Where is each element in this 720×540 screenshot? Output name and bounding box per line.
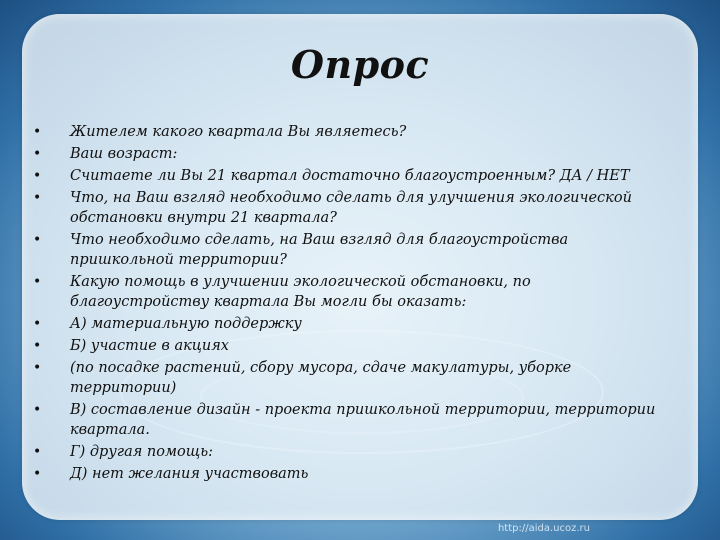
bullet-icon: • (33, 466, 42, 482)
list-item-text: Жителем какого квартала Вы являетесь? (70, 124, 407, 140)
list-item-text: (по посадке растений, сбору мусора, сдаче макулатуры, уборке территории) (70, 360, 572, 396)
list-item (30, 230, 660, 270)
bullet-icon: • (33, 274, 42, 290)
bullet-icon: • (33, 168, 42, 184)
bullet-icon: • (33, 232, 42, 248)
list-item (30, 272, 660, 312)
list-item (30, 336, 660, 356)
list-item-text: Какую помощь в улучшении экологической обстановки, по благоустройству квартала Вы могли бы оказать: (70, 274, 531, 310)
list-item (30, 358, 660, 398)
list-item-text: Д) нет желания участвовать (70, 466, 309, 482)
list-item (30, 314, 660, 334)
list-item (30, 442, 660, 462)
list-item-text: Что, на Ваш взгляд необходимо сделать для улучшения экологической обстановки внутри 21 квартала? (70, 190, 632, 226)
survey-list (30, 122, 660, 486)
bullet-icon: • (33, 402, 42, 418)
list-item (30, 144, 660, 164)
bullet-icon: • (33, 360, 42, 376)
bullet-icon: • (33, 146, 42, 162)
list-item (30, 166, 660, 186)
slide-title: Опрос (290, 42, 430, 87)
bullet-icon: • (33, 338, 42, 354)
bullet-icon: • (33, 190, 42, 206)
list-item-text: Что необходимо сделать, на Ваш взгляд для благоустройства пришкольной территории? (70, 232, 569, 268)
list-item (30, 188, 660, 228)
bullet-icon: • (33, 124, 42, 140)
list-item (30, 464, 660, 484)
list-item-text: Считаете ли Вы 21 квартал достаточно благоустроенным? ДА / НЕТ (70, 168, 630, 184)
list-item-text: Г) другая помощь: (70, 444, 214, 460)
list-item-text: А) материальную поддержку (70, 316, 302, 332)
bullet-icon: • (33, 444, 42, 460)
list-item (30, 400, 660, 440)
list-item (30, 122, 660, 142)
list-item-text: В) составление дизайн - проекта пришкольной территории, территории квартала. (70, 402, 656, 438)
list-item-text: Б) участие в акциях (70, 338, 229, 354)
list-item-text: Ваш возраст: (70, 146, 178, 162)
bullet-icon: • (33, 316, 42, 332)
watermark: http://aida.ucoz.ru (497, 523, 590, 534)
